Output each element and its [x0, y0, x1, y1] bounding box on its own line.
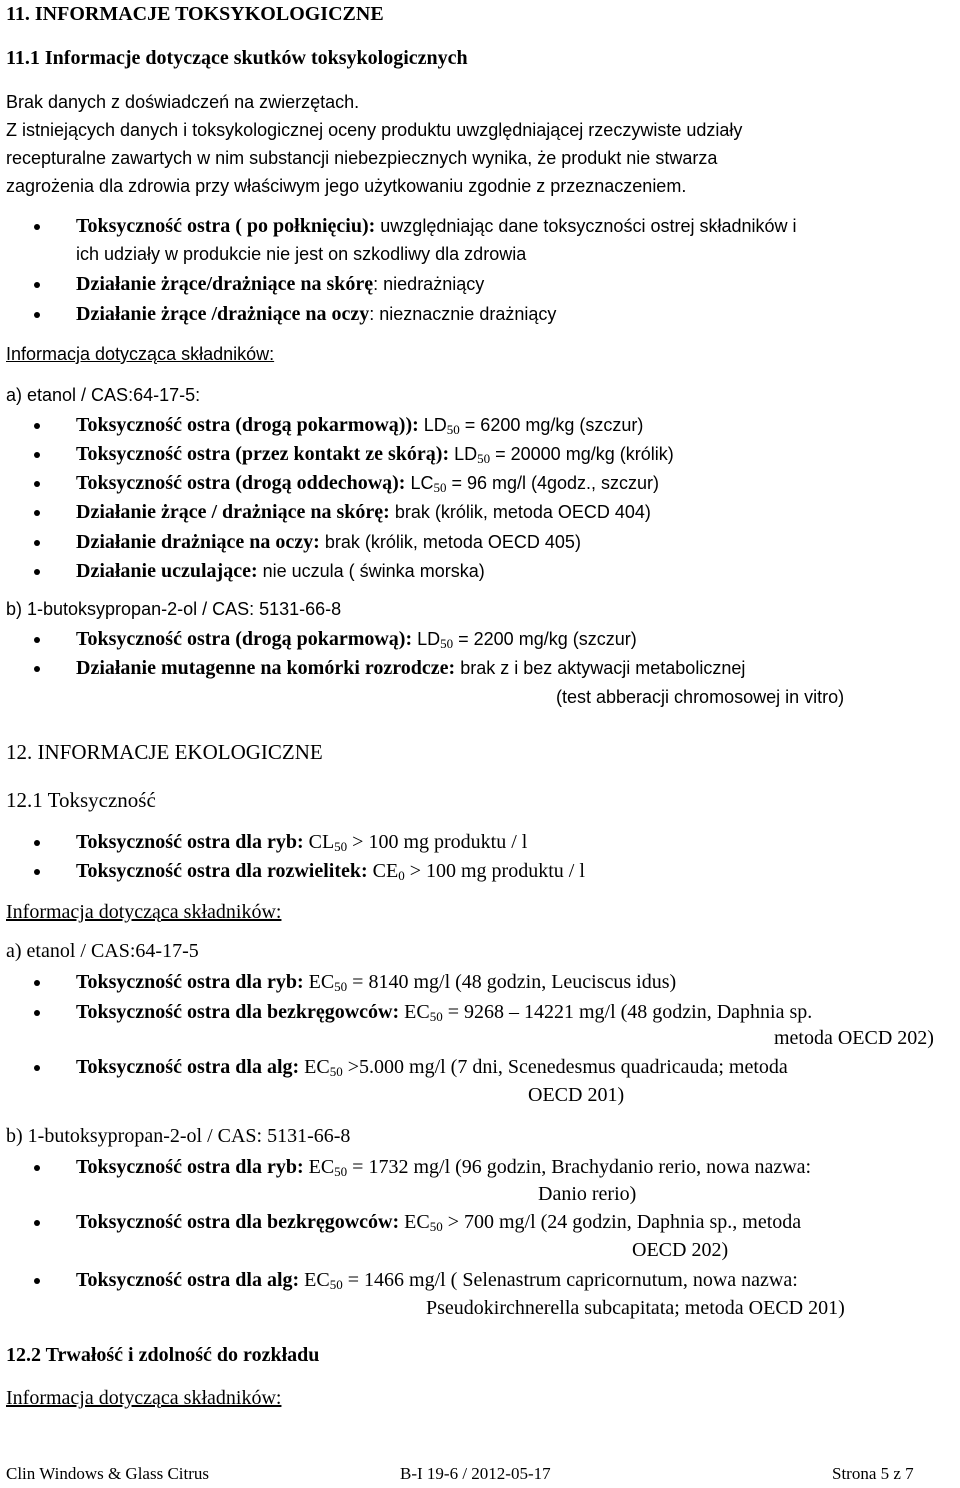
bullet-icon	[34, 869, 40, 875]
ethanol-invertebrates: Toksyczność ostra dla bezkręgowców: $EC_{50} = 9268 - 14221$ mg/l (48 godzin, Daphnia sp.	[76, 1001, 813, 1024]
section-12-heading: 12. INFORMACJE EKOLOGICZNE	[6, 740, 323, 764]
bullet-icon	[34, 1220, 40, 1226]
bullet-icon	[34, 1278, 40, 1284]
section-12-1-heading: 12.1 Toksyczność	[6, 788, 156, 812]
product-fish-toxicity: Toksyczność ostra dla ryb: $CL_{50} > 100$ mg produktu / l	[76, 831, 528, 854]
ethanol-oral: Toksyczność ostra (drogą pokarmową)): $LD_{50} = 6200$ mg/kg (szczur)	[76, 414, 644, 437]
footer-doc-id: B-I 19-6 / 2012-05-17	[400, 1464, 551, 1483]
butoxypropanol-algae: Toksyczność ostra dla alg: $EC_{50} = 1466$ mg/l ( Selenastrum capricornutum, nowa nazwa:	[76, 1269, 798, 1292]
bullet-icon	[34, 569, 40, 575]
bullet-acute-toxicity-cont: ich udziały w produkcie nie jest on szkodliwy dla zdrowia	[76, 244, 527, 264]
footer-product-name: Clin Windows & Glass Citrus	[6, 1464, 210, 1483]
bullet-skin: Działanie żrące/drażniące na skórę: niedrażniący	[76, 273, 485, 295]
ethanol-fish: Toksyczność ostra dla ryb: $EC_{50} = 8140$ mg/l (48 godzin, Leuciscus idus)	[76, 971, 677, 994]
bullet-icon	[34, 282, 40, 288]
butoxypropanol-fish-cont: Danio rerio)	[538, 1183, 637, 1205]
butoxypropanol-mutagenicity: Działanie mutagenne na komórki rozrodcze: brak z i bez aktywacji metabolicznej	[76, 657, 746, 679]
eco-ingredient-b-label: b) 1-butoksypropan-2-ol / CAS: 5131-66-8	[6, 1125, 351, 1147]
bullet-icon	[34, 980, 40, 986]
intro-line-4: zagrożenia dla zdrowia przy właściwym jego użytkowaniu zgodnie z przeznaczeniem.	[6, 176, 687, 196]
ethanol-sensitization: Działanie uczulające: nie uczula ( świnka morska)	[76, 560, 485, 582]
bullet-icon	[34, 840, 40, 846]
bullet-icon	[34, 1065, 40, 1071]
ethanol-invertebrates-cont: metoda OECD 202)	[774, 1027, 934, 1049]
intro-line-1: Brak danych z doświadczeń na zwierzętach.	[6, 92, 360, 112]
ethanol-eyes: Działanie drażniące na oczy: brak (królik, metoda OECD 405)	[76, 531, 581, 553]
bullet-icon	[34, 510, 40, 516]
butoxypropanol-fish: Toksyczność ostra dla ryb: $EC_{50} = 1732$ mg/l (96 godzin, Brachydanio rerio, nowa nazwa:	[76, 1156, 812, 1179]
ethanol-skin: Działanie żrące / drażniące na skórę: brak (królik, metoda OECD 404)	[76, 501, 651, 523]
butoxypropanol-invertebrates: Toksyczność ostra dla bezkręgowców: $EC_{50} > 700$ mg/l (24 godzin, Daphnia sp., metoda	[76, 1211, 802, 1234]
section-11-heading: 11. INFORMACJE TOKSYKOLOGICZNE	[6, 3, 384, 25]
bullet-icon	[34, 224, 40, 230]
bullet-icon	[34, 666, 40, 672]
butoxypropanol-invertebrates-cont: OECD 202)	[632, 1239, 729, 1261]
ingredients-label-12: Informacja dotycząca składników:	[6, 901, 282, 923]
ethanol-algae: Toksyczność ostra dla alg: $EC_{50} >5.000$ mg/l (7 dni, Scenedesmus quadricauda; metoda	[76, 1056, 788, 1079]
eco-ingredient-a-label: a) etanol / CAS:64-17-5	[6, 940, 199, 962]
bullet-icon	[34, 1010, 40, 1016]
bullet-icon	[34, 423, 40, 429]
ingredient-a-label: a) etanol / CAS:64-17-5:	[6, 385, 201, 405]
bullet-icon	[34, 452, 40, 458]
ingredients-label: Informacja dotycząca składników:	[6, 344, 275, 364]
product-daphnia-toxicity: Toksyczność ostra dla rozwielitek: $CE_0 > 100$ mg produktu / l	[76, 860, 585, 883]
butoxypropanol-algae-cont: Pseudokirchnerella subcapitata; metoda OECD 201)	[426, 1297, 845, 1319]
ethanol-inhalation: Toksyczność ostra (drogą oddechową): $LC_{50} = 96$ mg/l (4godz., szczur)	[76, 472, 660, 495]
bullet-icon	[34, 312, 40, 318]
bullet-icon	[34, 1165, 40, 1171]
section-11-1-heading: 11.1 Informacje dotyczące skutków toksykologicznych	[6, 47, 468, 69]
butoxypropanol-oral: Toksyczność ostra (drogą pokarmową): $LD_{50} = 2200$ mg/kg (szczur)	[76, 628, 637, 651]
ethanol-algae-cont: OECD 201)	[528, 1084, 625, 1106]
ingredients-label-12-2: Informacja dotycząca składników:	[6, 1387, 282, 1409]
butoxypropanol-mutagenicity-cont: (test abberacji chromosowej in vitro)	[556, 687, 845, 707]
bullet-icon	[34, 481, 40, 487]
section-12-2-heading: 12.2 Trwałość i zdolność do rozkładu	[6, 1344, 320, 1366]
bullet-icon	[34, 637, 40, 643]
intro-line-3: recepturalne zawartych w nim substancji niebezpiecznych wynika, że produkt nie stwarza	[6, 148, 718, 168]
intro-line-2: Z istniejących danych i toksykologicznej oceny produktu uwzględniającej rzeczywiste udziały	[6, 120, 743, 140]
ethanol-dermal: Toksyczność ostra (przez kontakt ze skórą): $LD_{50} = 20000$ mg/kg (królik)	[76, 443, 674, 466]
ingredient-b-label: b) 1-butoksypropan-2-ol / CAS: 5131-66-8	[6, 599, 342, 619]
bullet-eyes: Działanie żrące /drażniące na oczy: nieznacznie drażniący	[76, 303, 557, 325]
footer-page-number: Strona 5 z 7	[832, 1464, 914, 1483]
bullet-acute-toxicity: Toksyczność ostra ( po połknięciu): uwzględniając dane toksyczności ostrej składników i	[76, 215, 797, 237]
bullet-icon	[34, 540, 40, 546]
